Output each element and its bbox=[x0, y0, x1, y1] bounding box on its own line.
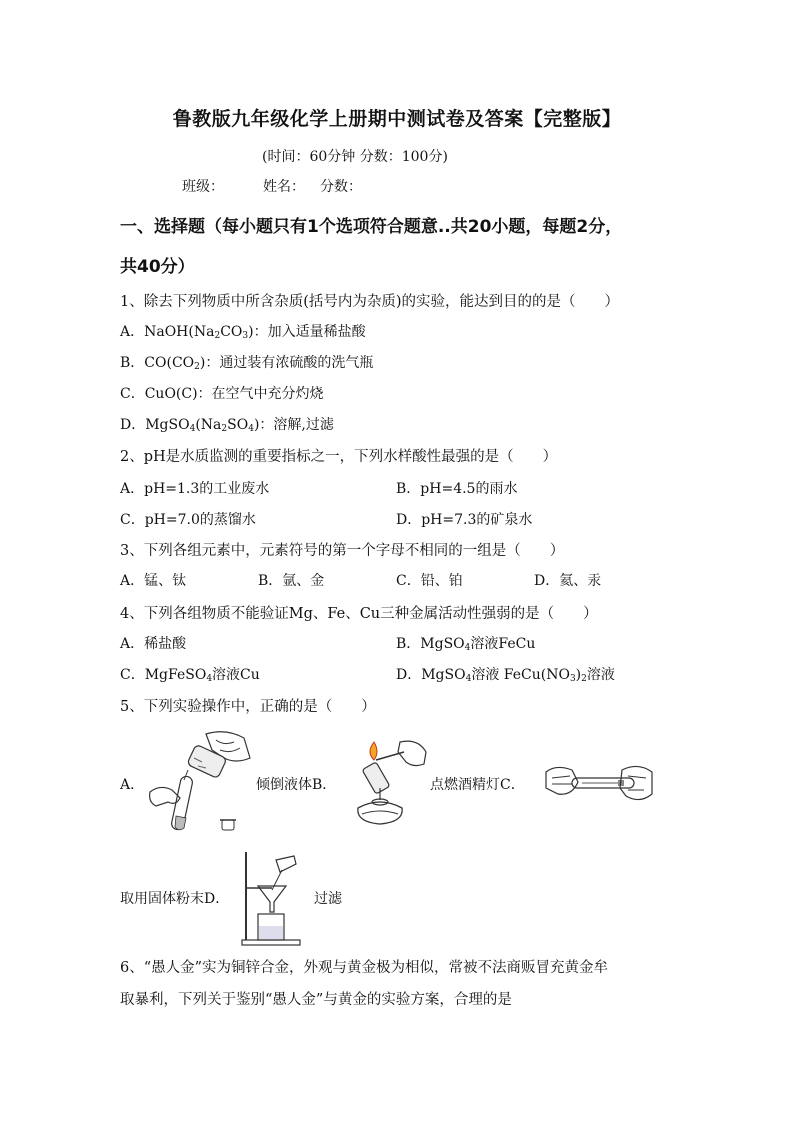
question-2-stem: 2、pH是水质监测的重要指标之一，下列水样酸性最强的是（ ） bbox=[120, 449, 558, 465]
question-1-option-b: B．$CO(CO_2)$：通过装有浓硫酸的洗气瓶 bbox=[120, 355, 374, 372]
exam-meta: (时间：60分钟 分数：100分) bbox=[262, 149, 448, 165]
solid-powder-illustration bbox=[542, 762, 656, 808]
alcohol-lamp-illustration bbox=[344, 738, 430, 828]
question-3-option-b: B．氩、金 bbox=[258, 573, 325, 589]
question-1-option-d: D．$MgSO_4(Na_2SO_4)$：溶解,过滤 bbox=[120, 417, 334, 434]
class-field-label: 班级： bbox=[182, 179, 224, 195]
question-1-option-c: C．CuO(C)：在空气中充分灼烧 bbox=[120, 386, 324, 402]
question-1-stem: 1、除去下列物质中所含杂质(括号内为杂质)的实验，能达到目的的是（ ） bbox=[120, 294, 620, 310]
question-5-option-d-text: 过滤 bbox=[314, 891, 342, 907]
question-4-option-a: A．稀盐酸 bbox=[120, 636, 187, 652]
question-3-stem: 3、下列各组元素中，元素符号的第一个字母不相同的一组是（ ） bbox=[120, 543, 565, 559]
question-4-stem: 4、下列各组物质不能验证Mg、Fe、Cu三种金属活动性强弱的是（ ） bbox=[120, 606, 598, 622]
question-2-option-a: A．pH=1.3的工业废水 bbox=[120, 481, 270, 497]
question-5-option-b-text: 点燃酒精灯C． bbox=[430, 777, 525, 793]
question-6-line2: 取暴利，下列关于鉴别“愚人金”与黄金的实验方案，合理的是 bbox=[120, 992, 512, 1008]
section-heading-line2: 共40分） bbox=[120, 257, 195, 277]
question-3-option-d: D．氦、汞 bbox=[534, 573, 602, 589]
question-3-option-a: A．锰、钛 bbox=[120, 573, 187, 589]
question-2-option-d: D．pH=7.3的矿泉水 bbox=[396, 512, 533, 528]
question-6-line1: 6、“愚人金”实为铜锌合金，外观与黄金极为相似，常被不法商贩冒充黄金牟 bbox=[120, 960, 609, 976]
filtration-illustration bbox=[236, 850, 314, 946]
section-heading-line1: 一、选择题（每小题只有1个选项符合题意..共20小题，每题2分， bbox=[120, 217, 623, 237]
question-2-option-b: B．pH=4.5的雨水 bbox=[396, 481, 518, 497]
question-4-option-c: C．MgFeSO$_4$溶液Cu bbox=[120, 667, 260, 684]
pouring-liquid-illustration bbox=[146, 728, 256, 836]
question-2-option-c: C．pH=7.0的蒸馏水 bbox=[120, 512, 256, 528]
question-1-option-a: A．$NaOH(Na_2CO_3)$：加入适量稀盐酸 bbox=[120, 324, 366, 341]
question-5-option-c-text: 取用固体粉末D． bbox=[120, 891, 230, 907]
question-4-option-b: B．MgSO$_4$溶液FeCu bbox=[396, 636, 536, 653]
score-field-label: 分数： bbox=[320, 179, 362, 195]
question-5-option-a-label: A． bbox=[120, 777, 145, 793]
page-title: 鲁教版九年级化学上册期中测试卷及答案【完整版】 bbox=[172, 108, 622, 130]
question-3-option-c: C．铅、铂 bbox=[396, 573, 463, 589]
name-field-label: 姓名： bbox=[263, 179, 305, 195]
question-5-stem: 5、下列实验操作中，正确的是（ ） bbox=[120, 699, 376, 715]
question-5-option-a-text: 倾倒液体B． bbox=[256, 777, 337, 793]
question-4-option-d: D．MgSO$_4$溶液 $FeCu(NO_3)_2$溶液 bbox=[396, 667, 615, 684]
